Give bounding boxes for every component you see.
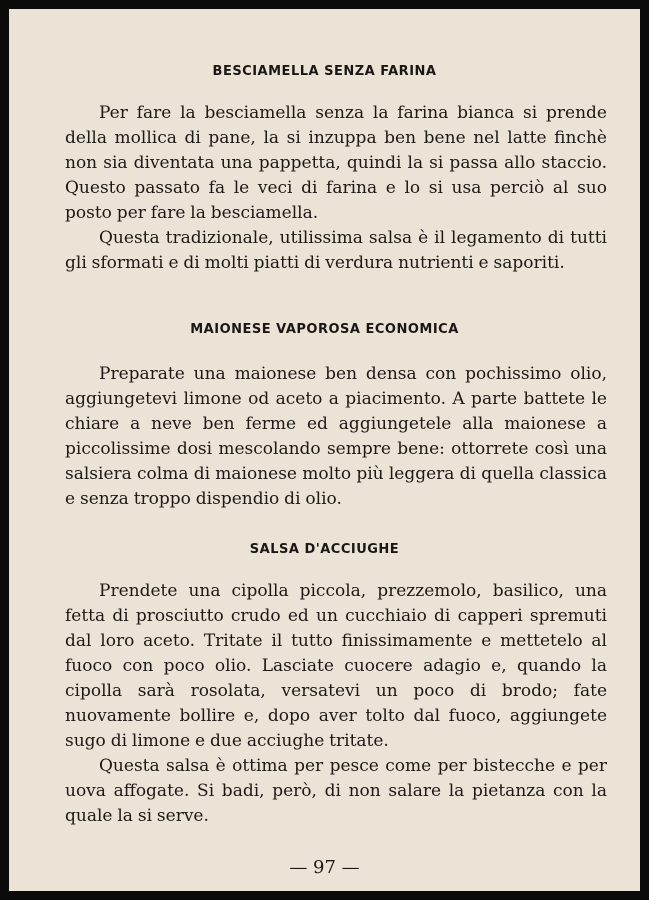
recipe-title-besciamella: BESCIAMELLA SENZA FARINA [212,64,437,79]
recipe-title-maionese: MAIONESE VAPOROSA ECONOMICA [190,322,459,337]
recipe-title-salsa-acciughe: SALSA D'ACCIUGHE [249,542,400,557]
page-number: — 97 — [289,857,360,878]
recipe-paragraph: Questa salsa è ottima per pesce come per bistecche e per uova affogate. Si badi, però, di non salare la pietanza con la quale la si serve. [65,756,607,826]
book-page [9,9,640,891]
recipe-paragraph: Preparate una maionese ben densa con pochissimo olio, aggiungetevi limone od aceto a piacimento. A parte battete le chiare a neve ben ferme ed aggiungetele alla maionese a piccolissime dosi mescolando sempre bene: ottorrete così una salsiera colma di maionese molto più leggera di quella classica e senza troppo dispendio di olio. [65,364,607,509]
recipe-paragraph: Questa tradizionale, utilissima salsa è il legamento di tutti gli sformati e di molti piatti di verdura nutrienti e saporiti. [65,228,607,273]
recipe-paragraph: Prendete una cipolla piccola, prezzemolo, basilico, una fetta di prosciutto crudo ed un cucchiaio di capperi spremuti dal loro aceto. Tritate il tutto finissimamente e mettetelo al fuoco con poco olio. Lasciate cuocere adagio e, quando la cipolla sarà rosolata, versatevi un poco di brodo; fate nuovamente bollire e, dopo aver tolto dal fuoco, aggiungete sugo di limone e due acciughe tritate. [65,581,607,751]
recipe-paragraph: Per fare la besciamella senza la farina bianca si prende della mollica di pane, la si inzuppa ben bene nel latte finchè non sia diventata una pappetta, quindi la si passa allo staccio. Questo passato fa le veci di farina e lo si usa perciò al suo posto per fare la besciamella. [65,103,607,223]
